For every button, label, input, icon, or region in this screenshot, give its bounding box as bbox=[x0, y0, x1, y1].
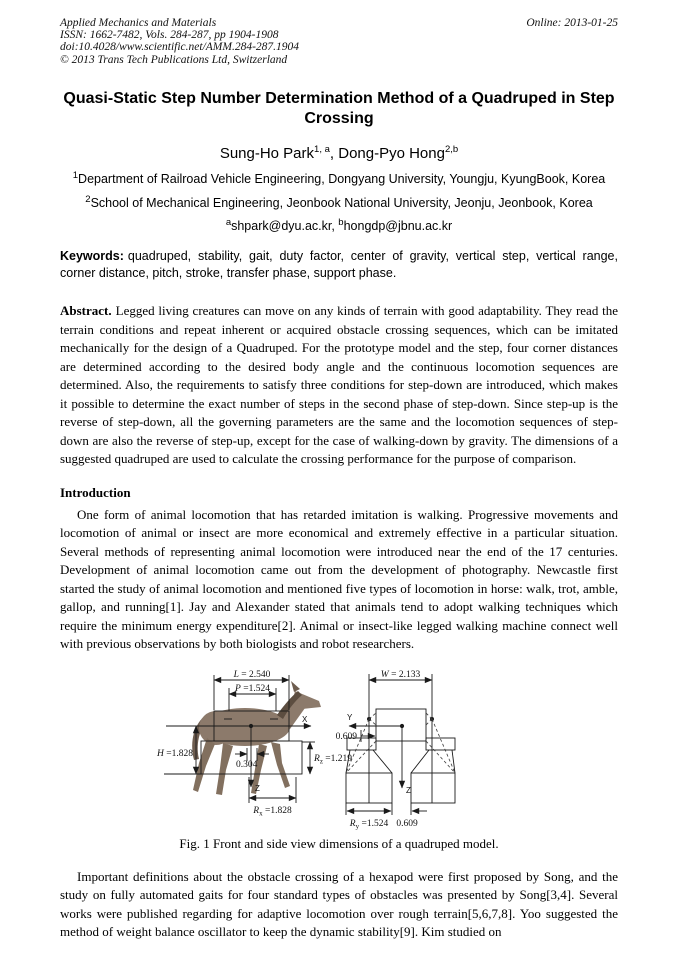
dim-rx-label: $R_x =1.828$ bbox=[253, 805, 292, 818]
authors-separator: , bbox=[329, 144, 339, 162]
horse-illustration bbox=[192, 681, 321, 795]
dim-pitch-label: P =1.524 bbox=[235, 683, 270, 694]
dim-length-label: L = 2.540 bbox=[233, 669, 271, 680]
closing-paragraph: Important definitions about the obstacle crossing of a hexapod were first proposed by Song, and the study on fully automated gaits for four standard types of obstacles was presented by Song[3,4]. Several works were published regarding for adaptive locomotion over rough terrain[5,6,7,8]. Yoo suggested the method of weight balance oscillator to keep the dynamic stability[9]. Kim studied on bbox=[60, 868, 618, 940]
affiliation bbox=[60, 194, 618, 210]
x-axis-label: X bbox=[302, 714, 308, 724]
authors-line bbox=[60, 144, 618, 162]
abstract-label: Abstract. bbox=[60, 303, 112, 319]
copyright-line: © 2013 Trans Tech Publications Ltd, Switzerland bbox=[60, 53, 288, 66]
quadruped-figure-svg bbox=[144, 666, 534, 834]
affiliation-text: Department of Railroad Vehicle Engineering, Dongyang University, Youngju, KyungBook, Korea bbox=[78, 171, 606, 186]
introduction-paragraph: One form of animal locomotion that has retarded imitation is walking. Progressive movements and locomotion of animal or insect are more economical and extremely effective in a particular situation. Several methods of representing animal locomotion were introduced near the end of the 17 centuries. Development of animal locomotion came out from the development of photography. Newcastle first started the study of animal locomotion and mentioned five types of locomotion in horse: walk, trot, amble, gallop, and running[1]. Jay and Alexander stated that animals tend to adopt walking techniques which require the minimum energy expenditure[2]. Animal or insect-like legged walking machine connect well with previous observations by both biologists and robot researchers. bbox=[60, 506, 618, 652]
affiliation-superscript: 1 bbox=[72, 169, 79, 181]
figure-1 bbox=[60, 666, 618, 852]
section-heading-introduction: Introduction bbox=[60, 484, 131, 500]
dim-foot-offset-label: 0.609 bbox=[396, 818, 418, 829]
author-superscript: 1, a bbox=[314, 143, 330, 155]
affiliation-text: School of Mechanical Engineering, Jeonbook National University, Jeonju, Jeonbook, Korea bbox=[90, 196, 593, 211]
figure-caption: Fig. 1 Front and side view dimensions of a quadruped model. bbox=[179, 835, 499, 851]
abstract-text: Legged living creatures can move on any kinds of terrain with good adaptability. They read the terrain conditions and repeat inherent or acquired obstacle crossing sequences, which can be imitated mechanically for the design of a Quadruped. For the prototype model and the step, four corner distances are determined according to the desired body angle and the continuous locomotion sequences are determined. Also, the requirements to satisfy three conditions for step-down are introduced, which makes it possible to determine the exact number of steps in the second phase of step-down. Since step-up is the reverse of step-down, all the governing parameters are the same and the locomotion sequences of step-down are also the reverse of step-up, except for the case of walking-down by gravity. The dimensions of a suggested quadruped are used to calculate the crossing performance for the purpose of comparison. bbox=[60, 303, 618, 467]
email-superscript: a bbox=[225, 217, 232, 229]
keywords-text: quadruped, stability, gait, duty factor, center of gravity, vertical step, vertical range, corner distance, pitch, stroke, transfer phase, support phase. bbox=[60, 249, 618, 280]
paper-title: Quasi-Static Step Number Determination Method of a Quadruped in Step Crossing bbox=[63, 89, 615, 127]
dim-hip-offset-label: 0.609 bbox=[335, 731, 357, 742]
z-axis-front-label: Z bbox=[406, 785, 411, 795]
author-name: Dong-Pyo Hong bbox=[338, 144, 445, 162]
front-view bbox=[336, 670, 455, 831]
dim-offset-label: 0.304 bbox=[236, 759, 258, 770]
keywords-block bbox=[60, 248, 618, 281]
side-view bbox=[156, 670, 352, 818]
z-axis-label: Z bbox=[255, 783, 260, 793]
online-date: Online: 2013-01-25 bbox=[526, 17, 618, 29]
emails-separator: , bbox=[331, 219, 339, 234]
issn-line: ISSN: 1662-7482, Vols. 284-287, pp 1904-1908 bbox=[60, 29, 279, 42]
y-axis-label: Y bbox=[347, 712, 353, 722]
author-superscript: 2,b bbox=[444, 143, 459, 155]
dim-ry-label: $R_y =1.524$ bbox=[349, 818, 389, 831]
journal-header bbox=[60, 17, 618, 66]
email-text: shpark@dyu.ac.kr bbox=[231, 219, 332, 234]
dim-width-label: W = 2.133 bbox=[380, 669, 421, 680]
affiliation-superscript: 2 bbox=[85, 193, 91, 205]
journal-info-block bbox=[60, 17, 299, 66]
doi-line: doi:10.4028/www.scientific.net/AMM.284-287.1904 bbox=[60, 41, 300, 54]
keywords-label: Keywords: bbox=[60, 249, 124, 264]
email-text: hongdp@jbnu.ac.kr bbox=[343, 219, 453, 234]
emails-line bbox=[60, 217, 618, 233]
journal-title: Applied Mechanics and Materials bbox=[60, 17, 217, 29]
abstract-block bbox=[60, 302, 618, 469]
dim-height-label: H =1.828 bbox=[157, 748, 193, 759]
email-superscript: b bbox=[338, 217, 344, 229]
affiliation bbox=[60, 170, 618, 186]
author-name: Sung-Ho Park bbox=[219, 144, 315, 162]
dim-rz-label: $R_z =1.219$ bbox=[314, 753, 353, 766]
right-foot-box bbox=[411, 773, 455, 803]
